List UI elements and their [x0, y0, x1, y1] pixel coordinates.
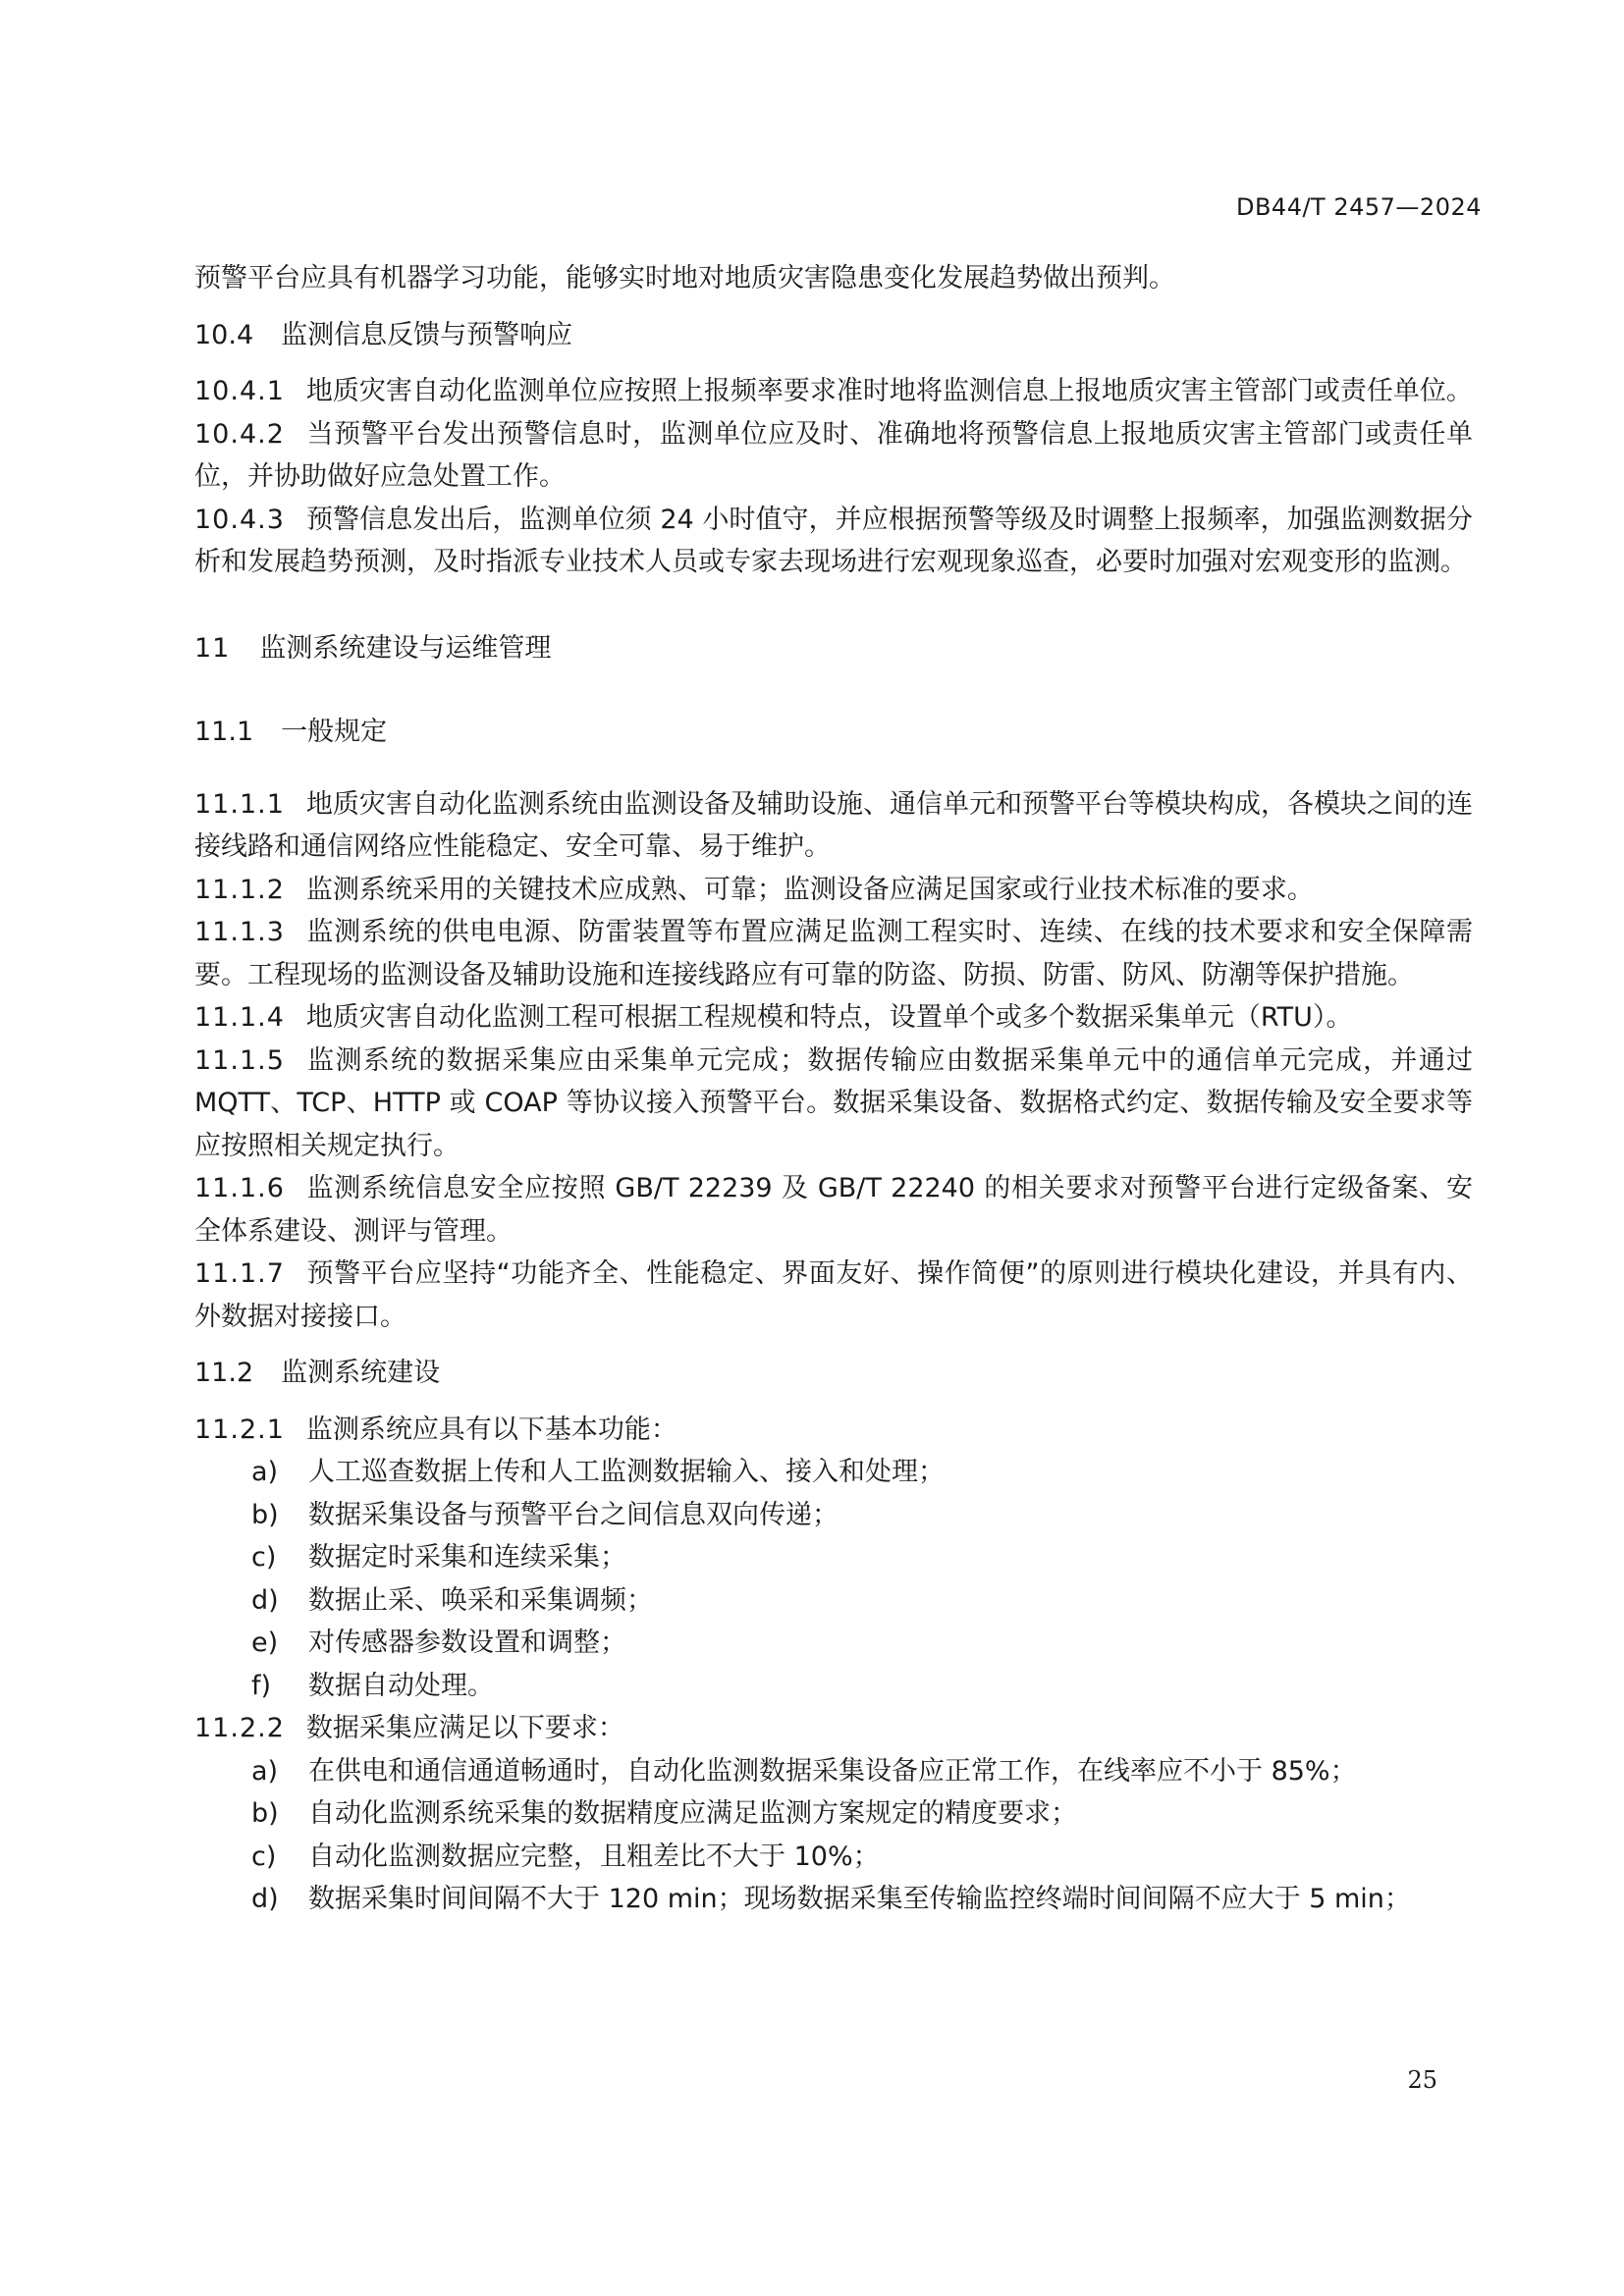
- section-10-4-heading: [194, 314, 1473, 357]
- clause-11-2-2: [194, 1707, 1473, 1750]
- clause-text: 预警信息发出后，监测单位须 24 小时值守，并应根据预警等级及时调整上报频率，加强监测数据分析和发展趋势预测，及时指派专业技术人员或专家去现场进行宏观现象巡查，必要时加强对宏观变形的监测。: [194, 504, 1473, 577]
- clause-text: 监测系统采用的关键技术应成熟、可靠；监测设备应满足国家或行业技术标准的要求。: [305, 874, 1314, 905]
- clause-number: 11.1.5: [194, 1044, 285, 1076]
- list-item: [251, 1836, 1473, 1879]
- clause-11-1-3: [194, 911, 1473, 996]
- list-text: 数据采集时间间隔不大于 120 min；现场数据采集至传输监控终端时间间隔不应大于 5 min；: [308, 1884, 1411, 1914]
- clause-number: 10.4.1: [194, 376, 285, 406]
- list-text: 自动化监测系统采集的数据精度应满足监测方案规定的精度要求；: [308, 1798, 1077, 1829]
- clause-text: 当预警平台发出预警信息时，监测单位应及时、准确地将预警信息上报地质灾害主管部门或责任单位，并协助做好应急处置工作。: [194, 418, 1473, 492]
- clause-number: 11.1.2: [194, 874, 285, 905]
- list-letter: d): [251, 1884, 279, 1914]
- page-body: [194, 257, 1473, 1921]
- clause-number: 11.1.7: [194, 1258, 285, 1289]
- list-text: 自动化监测数据应完整，且粗差比不大于 10%；: [308, 1841, 880, 1872]
- section-11-1-heading: [194, 711, 1473, 754]
- chapter-title: 监测系统建设与运维管理: [259, 632, 552, 664]
- clause-text: 监测系统应具有以下基本功能：: [305, 1414, 677, 1445]
- section-title: 一般规定: [281, 717, 388, 747]
- section-title: 监测信息反馈与预警响应: [281, 319, 573, 350]
- list-item: [251, 1792, 1473, 1836]
- page-number: 25: [1407, 2066, 1437, 2094]
- clause-number: 11.1.1: [194, 788, 285, 820]
- clause-number: 11.1.6: [194, 1173, 285, 1203]
- clause-text: 监测系统信息安全应按照 GB/T 22239 及 GB/T 22240 的相关要求对预警平台进行定级备案、安全体系建设、测评与管理。: [194, 1173, 1473, 1247]
- list-letter: e): [251, 1628, 279, 1658]
- list-item: [251, 1878, 1473, 1921]
- clause-number: 10.4.3: [194, 504, 285, 535]
- list-letter: a): [251, 1457, 279, 1487]
- clause-number: 11.2.2: [194, 1713, 285, 1743]
- clause-10-4-2: [194, 413, 1473, 499]
- section-number: 11.1: [194, 717, 254, 747]
- list-text: 数据定时采集和连续采集；: [308, 1542, 626, 1573]
- clause-11-1-2: [194, 869, 1473, 912]
- clause-text: 监测系统的数据采集应由采集单元完成；数据传输应由数据采集单元中的通信单元完成，并通过 MQTT、TCP、HTTP 或 COAP 等协议接入预警平台。数据采集设备、数据格式约定、数据传输及安全要求等应按照相关规定执行。: [194, 1044, 1473, 1161]
- clause-10-4-1: [194, 370, 1473, 413]
- clause-11-1-5: [194, 1040, 1473, 1168]
- list-letter: a): [251, 1755, 279, 1787]
- clause-11-1-6: [194, 1167, 1473, 1253]
- clause-number: 11.1.3: [194, 917, 285, 947]
- clause-text: 地质灾害自动化监测工程可根据工程规模和特点，设置单个或多个数据采集单元（RTU）。: [305, 1002, 1353, 1033]
- list-item: [251, 1750, 1473, 1793]
- section-title: 监测系统建设: [281, 1358, 441, 1388]
- chapter-number: 11: [194, 632, 231, 664]
- intro-paragraph: 预警平台应具有机器学习功能，能够实时地对地质灾害隐患变化发展趋势做出预判。: [194, 263, 1175, 294]
- section-number: 10.4: [194, 319, 254, 350]
- requirement-list: [194, 1750, 1473, 1921]
- chapter-11-heading: [194, 627, 1473, 670]
- list-letter: c): [251, 1841, 277, 1872]
- clause-11-1-7: [194, 1253, 1473, 1338]
- clause-text: 地质灾害自动化监测系统由监测设备及辅助设施、通信单元和预警平台等模块构成，各模块之间的连接线路和通信网络应性能稳定、安全可靠、易于维护。: [194, 788, 1473, 862]
- clause-number: 10.4.2: [194, 418, 285, 450]
- section-11-2-heading: [194, 1352, 1473, 1395]
- document-code: DB44/T 2457—2024: [1235, 193, 1482, 221]
- list-text: 数据采集设备与预警平台之间信息双向传递；: [308, 1499, 839, 1530]
- clause-text: 监测系统的供电电源、防雷装置等布置应满足监测工程实时、连续、在线的技术要求和安全保障需要。工程现场的监测设备及辅助设施和连接线路应有可靠的防盗、防损、防雷、防风、防潮等保护措施。: [194, 917, 1473, 990]
- clause-11-1-1: [194, 783, 1473, 869]
- list-text: 在供电和通信通道畅通时，自动化监测数据采集设备应正常工作，在线率应不小于 85%；: [308, 1755, 1357, 1787]
- clause-10-4-3: [194, 499, 1473, 584]
- list-item: [251, 1451, 1473, 1494]
- list-letter: b): [251, 1798, 279, 1829]
- list-item: [251, 1665, 1473, 1708]
- list-item: [251, 1536, 1473, 1579]
- clause-text: 数据采集应满足以下要求：: [305, 1713, 624, 1743]
- clause-text: 预警平台应坚持“功能齐全、性能稳定、界面友好、操作简便”的原则进行模块化建设，并具有内、外数据对接接口。: [194, 1258, 1473, 1332]
- clause-11-1-4: [194, 996, 1473, 1040]
- clause-number: 11.2.1: [194, 1414, 285, 1445]
- clause-11-2-1: [194, 1409, 1473, 1452]
- list-letter: c): [251, 1542, 277, 1573]
- section-number: 11.2: [194, 1358, 254, 1388]
- clause-number: 11.1.4: [194, 1002, 285, 1033]
- list-text: 数据自动处理。: [308, 1670, 494, 1701]
- list-letter: d): [251, 1584, 279, 1616]
- list-item: [251, 1622, 1473, 1665]
- clause-text: 地质灾害自动化监测单位应按照上报频率要求准时地将监测信息上报地质灾害主管部门或责任单位。: [305, 376, 1473, 406]
- list-text: 人工巡查数据上传和人工监测数据输入、接入和处理；: [308, 1457, 945, 1487]
- list-letter: f): [251, 1670, 272, 1701]
- list-text: 数据止采、唤采和采集调频；: [308, 1584, 653, 1616]
- list-item: [251, 1494, 1473, 1537]
- list-letter: b): [251, 1499, 279, 1530]
- function-list: [194, 1451, 1473, 1707]
- list-text: 对传感器参数设置和调整；: [308, 1628, 626, 1658]
- list-item: [251, 1579, 1473, 1623]
